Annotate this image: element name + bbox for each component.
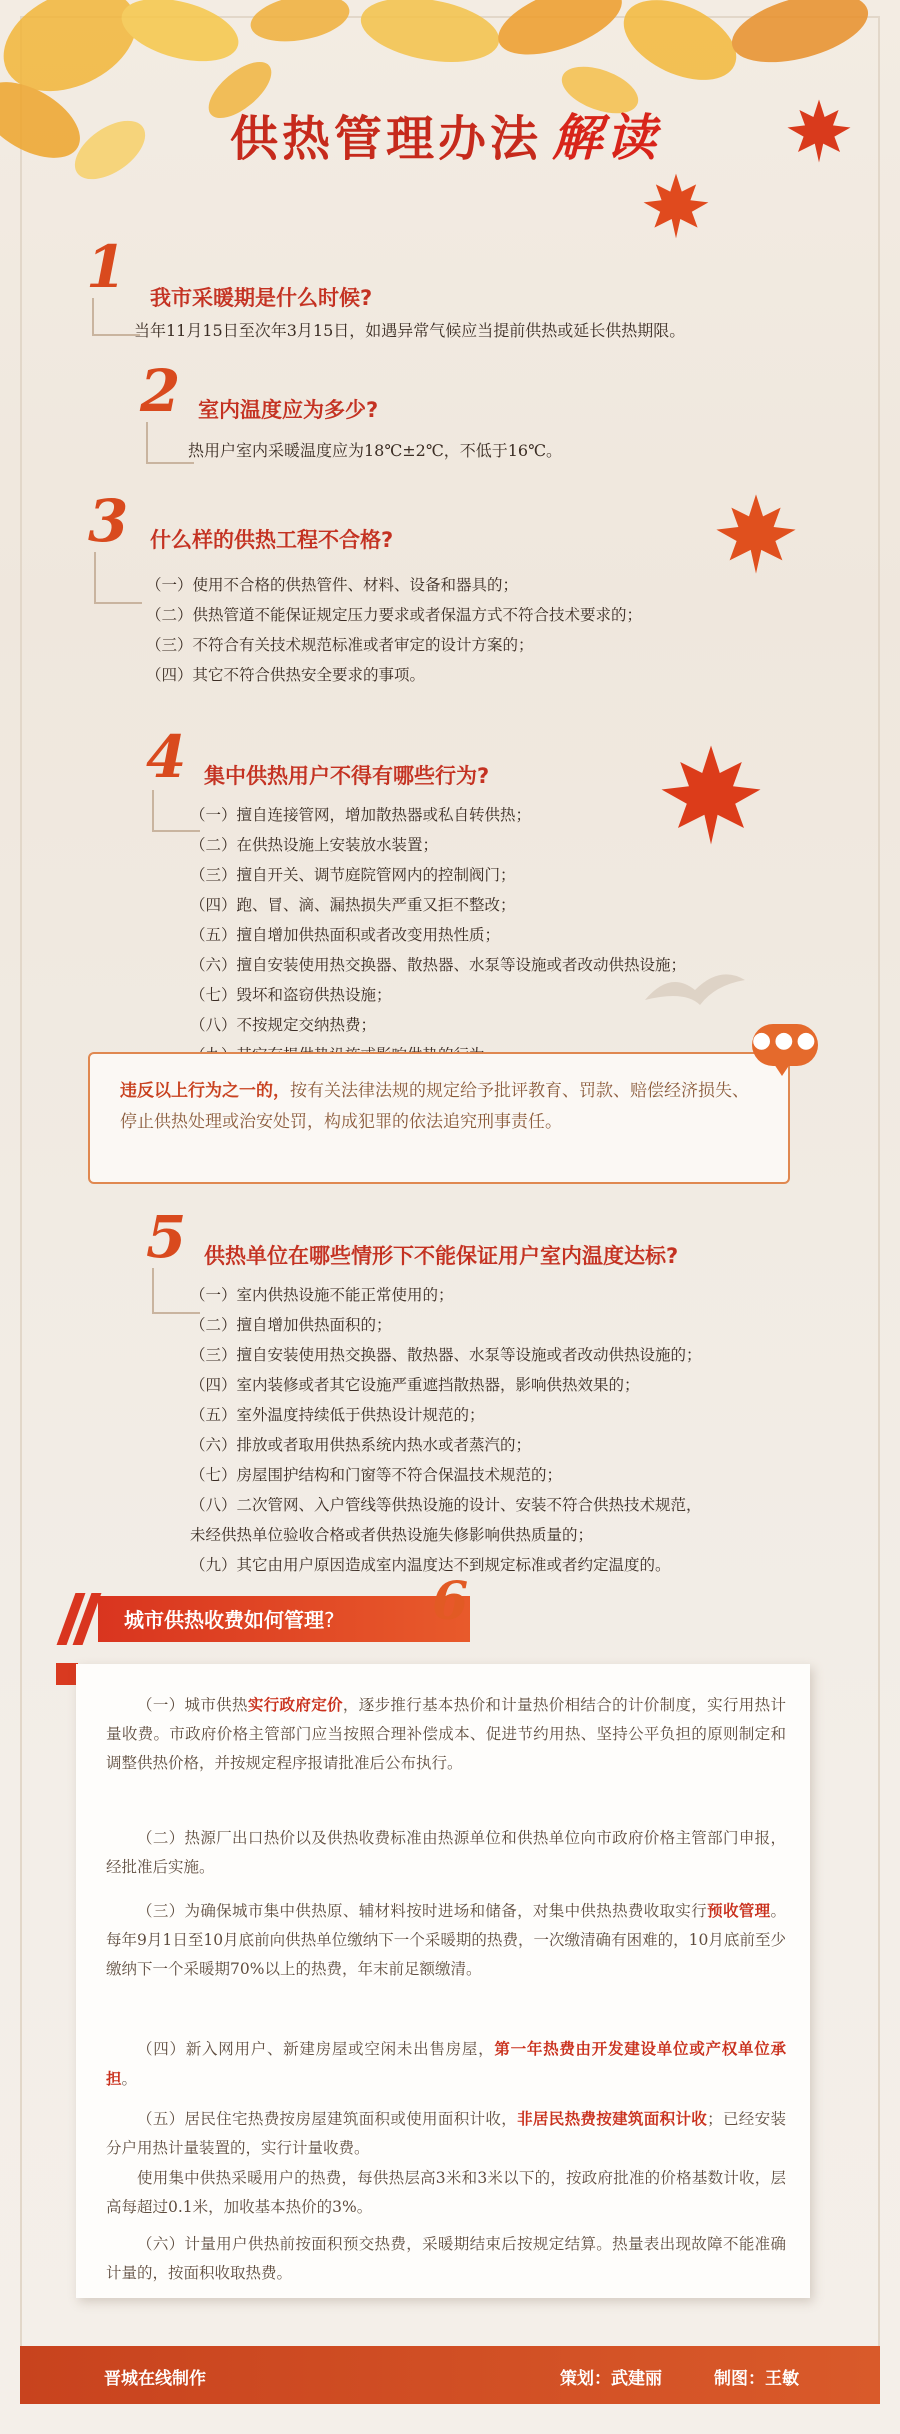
list-item: （一）擅自连接管网，增加散热器或私自转供热； — [190, 806, 532, 824]
list-item: （四）室内装修或者其它设施严重遮挡散热器，影响供热效果的； — [190, 1376, 640, 1394]
list-item: （一）室内供热设施不能正常使用的； — [190, 1286, 454, 1304]
fee-paragraph-4: （四）新入网用户、新建房屋或空闲未出售房屋，第一年热费由开发建设单位或产权单位承担。 — [106, 2039, 786, 2088]
section-2-bracket — [146, 422, 194, 464]
list-item: （八）不按规定交纳热费； — [190, 1016, 377, 1034]
section-3-bracket — [94, 552, 142, 604]
section-2-answer: 热用户室内采暖温度应为18℃±2℃，不低于16℃。 — [188, 441, 563, 460]
list-item: （二）在供热设施上安装放水装置； — [190, 836, 439, 854]
section-5-number: 5 — [146, 1203, 187, 1271]
list-item: （三）擅自安装使用热交换器、散热器、水泵等设施或者改动供热设施的； — [190, 1346, 702, 1364]
fee-paragraph-3: （三）为确保城市集中供热原、辅材料按时进场和储备，对集中供热热费收取实行预收管理。每年9月1日至10月底前向供热单位缴纳下一个采暖期的热费，一次缴清确有困难的，10月底前至少缴纳下一个采暖期70%以上的热费，年末前足额缴清。 — [106, 1901, 786, 1978]
section-1-number: 1 — [86, 233, 127, 301]
list-item: （四）其它不符合供热安全要求的事项。 — [146, 666, 426, 684]
section-3-question: 什么样的供热工程不合格? — [150, 528, 394, 552]
maple-leaf-icon — [784, 96, 854, 166]
list-item: （六）擅自安装使用热交换器、散热器、水泵等设施或者改动供热设施； — [190, 956, 687, 974]
section-4-list — [190, 800, 686, 1070]
section-5-list — [190, 1280, 702, 1580]
fee-paragraph-1: （一）城市供热实行政府定价，逐步推行基本热价和计量热价相结合的计价制度，实行用热计量收费。市政府价格主管部门应当按照合理补偿成本、促进节约用热、坚持公平负担的原则制定和调整供热价格，并按规定程序报请批准后公布执行。 — [106, 1695, 786, 1772]
warning-box — [88, 1052, 790, 1184]
section-3-number: 3 — [88, 487, 129, 555]
section-1-answer: 当年11月15日至次年3月15日，如遇异常气候应当提前供热或延长供热期限。 — [134, 321, 686, 340]
speech-bubble-icon: ●●● — [752, 1024, 818, 1066]
maple-leaf-icon — [712, 490, 800, 578]
list-item: （三）擅自开关、调节庭院管网内的控制阀门； — [190, 866, 516, 884]
title-highlight: 解读 — [552, 109, 661, 167]
fee-paragraph-2: （二）热源厂出口热价以及供热收费标准由热源单位和供热单位向市政府价格主管部门申报，经批准后实施。 — [106, 1829, 786, 1876]
section-6-number: 6 — [432, 1571, 469, 1632]
list-item: 未经供热单位验收合格或者供热设施失修影响供热质量的； — [190, 1526, 594, 1544]
list-item: （五）擅自增加供热面积或者改变用热性质； — [190, 926, 501, 944]
list-item: （三）不符合有关技术规范标准或者审定的设计方案的； — [146, 636, 534, 654]
section-6-card — [76, 1664, 810, 2298]
list-item: （六）排放或者取用供热系统内热水或者蒸汽的； — [190, 1436, 532, 1454]
section-2-question: 室内温度应为多少? — [198, 398, 379, 422]
maple-leaf-icon — [640, 170, 712, 242]
list-item: （七）毁坏和盗窃供热设施； — [190, 986, 392, 1004]
section-1-question: 我市采暖期是什么时候? — [150, 286, 373, 310]
section-6-marker — [56, 1663, 78, 1685]
section-4-number: 4 — [146, 723, 187, 791]
section-1-bracket — [92, 298, 140, 336]
list-item: （二）擅自增加供热面积的； — [190, 1316, 392, 1334]
list-item: （八）二次管网、入户管线等供热设施的设计、安装不符合供热技术规范， — [190, 1496, 702, 1514]
list-item: （九）其它由用户原因造成室内温度达不到规定标准或者约定温度的。 — [190, 1556, 671, 1574]
section-2-number: 2 — [140, 357, 181, 425]
page-title: 供热管理办法 解读 — [230, 109, 661, 167]
fee-paragraph-5: （五）居民住宅热费按房屋建筑面积或使用面积计收，非居民热费按建筑面积计收；已经安装分户用热计量装置的，实行计量收费。 — [106, 2109, 786, 2157]
warning-lead: 违反以上行为之一的， — [120, 1081, 290, 1101]
footer-producer: 晋城在线制作 — [104, 2369, 206, 2389]
list-item: （二）供热管道不能保证规定压力要求或者保温方式不符合技术要求的； — [146, 606, 643, 624]
list-item: （一）使用不合格的供热管件、材料、设备和器具的； — [146, 576, 519, 594]
fee-paragraph-5b: 使用集中供热采暖用户的热费，每供热层高3米和3米以下的，按政府批准的价格基数计收，层高每超过0.1米，加收基本热价的3%。 — [106, 2169, 786, 2216]
footer-designer: 制图：王敏 — [714, 2369, 799, 2389]
section-3-list — [146, 570, 642, 690]
list-item: （四）跑、冒、滴、漏热损失严重又拒不整改； — [190, 896, 516, 914]
list-item: （五）室外温度持续低于供热设计规范的； — [190, 1406, 485, 1424]
section-6-question: 城市供热收费如何管理? — [124, 1608, 335, 1632]
fee-paragraph-6: （六）计量用户供热前按面积预交热费，采暖期结束后按规定结算。热量表出现故障不能准确计量的，按面积收取热费。 — [106, 2235, 786, 2282]
section-5-question: 供热单位在哪些情形下不能保证用户室内温度达标? — [204, 1244, 679, 1268]
list-item: （七）房屋围护结构和门窗等不符合保温技术规范的； — [190, 1466, 563, 1484]
footer-planner: 策划：武建丽 — [560, 2369, 662, 2389]
section-4-question: 集中供热用户不得有哪些行为? — [204, 764, 490, 788]
warning-body: 按有关法律法规的规定给予批评教育、罚款、赔偿经济损失、停止供热处理或治安处罚，构成犯罪的依法追究刑事责任。 — [120, 1081, 749, 1132]
